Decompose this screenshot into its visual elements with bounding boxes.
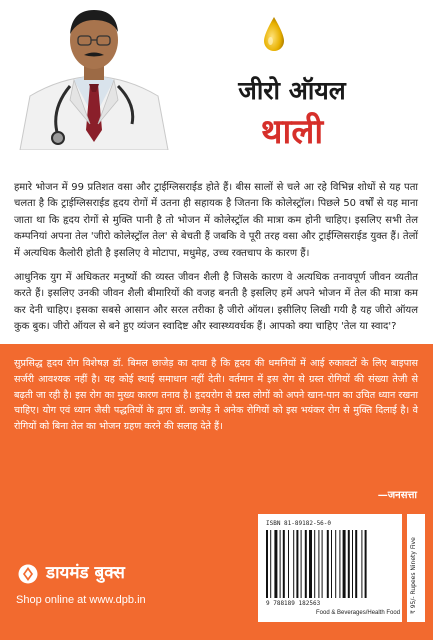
book-title-line1: जीरो ऑयल: [238, 76, 346, 105]
blurb-paragraph-1: हमारे भोजन में 99 प्रतिशत वसा और ट्राईग्लिसराईड होते हैं। बीस सालों से चले आ रहे विभिन्न शोधों से यह पता चलता है कि ट्राईग्लिसराईड हृदय रोगों में उतना ही सहायक है जितना कि कोलेस्ट्रॉल। पिछले 50 वर्षों से यह माना जाता था कि हृदय रोगों से मुक्ति पानी है तो भोजन में कोलेस्ट्रॉल की मात्रा कम होनी चाहिए। इसलिए सभी तेल कम्पनियां अपना तेल 'जीरो कोलेस्ट्रॉल तेल' से बेचती हैं जबकि वे पूरी तरह वसा और ट्राईग्लिसराईड युक्त हैं। तेलों में अत्यधिक कैलोरी होती है इसलिए वे मोटापा, मधुमेह, उच्च रक्तचाप के कारण हैं।: [14, 182, 418, 259]
book-category: Food & Beverages/Health Food: [316, 610, 401, 616]
blurb: [14, 180, 418, 344]
barcode-icon: [266, 530, 390, 598]
review-quote: सुप्रसिद्ध हृदय रोग विशेषज्ञ डॉ. बिमल छाजेड़ का दावा है कि हृदय की धमनियों में आई रुकावटों के लिए बाइपास सर्जरी आवश्यक नहीं है। यह कोई स्थाई समाधान नहीं देती। वर्तमान में इस रोग से ग्रस्त रोगियों की संख्या तेजी से बढ़ती जा रही है। इस रोग का मुख्य कारण तनाव है। हृदयरोग से ग्रस्त लोगों को अपने खान-पान का उचित ध्यान रखना चाहिए। योग एवं ध्यान जैसी पद्धतियों के द्वारा डॉ. छाजेड़ ने अनेक रोगियों को इस भयंकर रोग से मुक्ति दिलाई है। वे रोगियों को बिना तेल का भोजन ग्रहण करने की सलाह देते हैं।: [14, 358, 418, 433]
book-title-line2: थाली: [260, 112, 324, 152]
price-block: [407, 514, 425, 622]
doctor-photo: [0, 0, 188, 150]
barcode-block: [258, 514, 402, 622]
publisher-name: डायमंड बुक्स: [46, 563, 125, 583]
review-text: [14, 356, 418, 435]
publisher-logo-icon: [18, 564, 38, 584]
blurb-paragraph-2: आधुनिक युग में अधिकतर मनुष्यों की व्यस्त जीवन शैली है जिसके कारण वे अत्यधिक तनावपूर्ण जीवन व्यतीत करते हैं। इसलिए उनकी जीवन शैली बीमारियों की वजह बनती है इसलिए हमें अपने भोजन में तेल की मात्रा कम कर देनी चाहिए। इसका सबसे आसान और सरल तरीका है जीरो ऑयल। इसीलिए लिखी गयी है यह जीरो ऑयल कुक बुक। जीरो ऑयल से बने हुए व्यंजन स्वादिष्ट और स्वास्थ्यवर्धक हैं। आपको क्या चाहिए 'तेल या स्वाद'?: [14, 272, 418, 333]
shop-online-link[interactable]: Shop online at www.dpb.in: [16, 594, 146, 606]
review-credit: —जनसत्ता: [377, 490, 417, 501]
isbn-text: ISBN 81-89182-56-0: [266, 520, 332, 527]
book-price: ₹ 95/- Rupees Ninety Five: [410, 537, 417, 614]
barcode-number: 9 788189 182563: [266, 600, 321, 607]
oil-drop-icon: [262, 16, 286, 54]
